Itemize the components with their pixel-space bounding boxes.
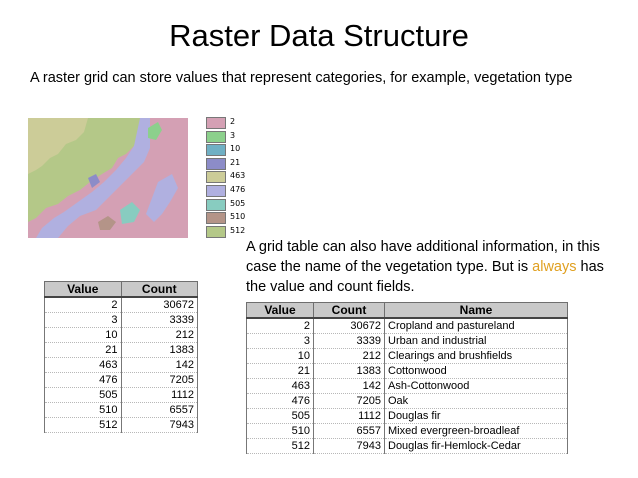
description-part1: A grid table can also have additional information, in this case the name of the vegetation type. But is — [246, 239, 600, 275]
cell-value: 10 — [247, 349, 314, 364]
cell-name: Douglas fir-Hemlock-Cedar — [385, 439, 568, 454]
cell-value: 463 — [247, 379, 314, 394]
cell-count: 3339 — [314, 334, 385, 349]
legend-swatch — [206, 185, 226, 197]
header-name[interactable]: Name — [385, 303, 568, 319]
table-row[interactable] — [247, 334, 568, 349]
cell-name: Mixed evergreen-broadleaf — [385, 424, 568, 439]
cell-count: 1383 — [314, 364, 385, 379]
table-row[interactable] — [45, 418, 198, 433]
legend-label: 3 — [230, 130, 236, 140]
cell-value: 505 — [45, 388, 122, 403]
table-row[interactable] — [247, 439, 568, 454]
cell-count: 30672 — [121, 297, 198, 313]
legend-label: 10 — [230, 144, 241, 154]
cell-count: 7943 — [314, 439, 385, 454]
cell-count: 142 — [314, 379, 385, 394]
cell-name: Ash-Cottonwood — [385, 379, 568, 394]
cell-name: Douglas fir — [385, 409, 568, 424]
table-row[interactable] — [247, 424, 568, 439]
cell-value: 21 — [247, 364, 314, 379]
cell-value: 476 — [45, 373, 122, 388]
legend-swatch — [206, 131, 226, 143]
legend-swatch — [206, 144, 226, 156]
cell-name: Clearings and brushfields — [385, 349, 568, 364]
cell-value: 512 — [247, 439, 314, 454]
table-row[interactable] — [247, 318, 568, 334]
legend-swatch — [206, 212, 226, 224]
table-row[interactable] — [247, 394, 568, 409]
cell-count: 212 — [121, 328, 198, 343]
legend-swatch — [206, 199, 226, 211]
cell-name: Oak — [385, 394, 568, 409]
header-value[interactable]: Value — [45, 282, 122, 298]
table-row[interactable] — [247, 409, 568, 424]
header-value[interactable]: Value — [247, 303, 314, 319]
cell-value: 3 — [45, 313, 122, 328]
highlight-word: always — [532, 259, 577, 275]
legend-label: 510 — [230, 212, 246, 222]
legend-label: 476 — [230, 185, 246, 194]
legend-label: 505 — [230, 198, 246, 208]
cell-name: Urban and industrial — [385, 334, 568, 349]
table-row[interactable] — [45, 403, 198, 418]
cell-value: 476 — [247, 394, 314, 409]
table-row[interactable] — [45, 343, 198, 358]
cell-value: 21 — [45, 343, 122, 358]
table-row[interactable] — [45, 297, 198, 313]
cell-value: 512 — [45, 418, 122, 433]
cell-count: 6557 — [121, 403, 198, 418]
cell-value: 2 — [247, 318, 314, 334]
legend-swatch — [206, 226, 226, 238]
header-count[interactable]: Count — [314, 303, 385, 319]
table-row[interactable] — [45, 388, 198, 403]
table-row[interactable] — [45, 373, 198, 388]
cell-name: Cottonwood — [385, 364, 568, 379]
value-count-table — [44, 281, 198, 433]
table-row[interactable] — [247, 349, 568, 364]
cell-count: 7205 — [314, 394, 385, 409]
cell-count: 3339 — [121, 313, 198, 328]
cell-value: 510 — [45, 403, 122, 418]
legend-swatch — [206, 158, 226, 170]
legend-swatch — [206, 117, 226, 129]
legend-swatch — [206, 171, 226, 183]
cell-name: Cropland and pastureland — [385, 318, 568, 334]
table-row[interactable] — [45, 358, 198, 373]
cell-count: 6557 — [314, 424, 385, 439]
table-row[interactable] — [247, 364, 568, 379]
value-count-name-table — [246, 302, 568, 454]
cell-count: 1112 — [121, 388, 198, 403]
cell-count: 7205 — [121, 373, 198, 388]
legend-label: 21 — [230, 157, 241, 167]
vegetation-raster-map — [28, 118, 188, 238]
cell-value: 510 — [247, 424, 314, 439]
cell-count: 1383 — [121, 343, 198, 358]
cell-value: 463 — [45, 358, 122, 373]
legend-label: 512 — [230, 225, 246, 235]
description-text — [246, 237, 606, 297]
cell-count: 212 — [314, 349, 385, 364]
slide-title: Raster Data Structure — [169, 18, 469, 53]
description-part2: has the value and count fields. — [246, 259, 604, 295]
cell-count: 1112 — [314, 409, 385, 424]
table-row[interactable] — [45, 313, 198, 328]
table-row[interactable] — [45, 328, 198, 343]
legend-label: 463 — [230, 171, 246, 181]
table-row[interactable] — [247, 379, 568, 394]
header-count[interactable]: Count — [121, 282, 198, 298]
cell-value: 505 — [247, 409, 314, 424]
cell-value: 3 — [247, 334, 314, 349]
cell-value: 2 — [45, 297, 122, 313]
cell-count: 142 — [121, 358, 198, 373]
cell-value: 10 — [45, 328, 122, 343]
cell-count: 30672 — [314, 318, 385, 334]
intro-text: A raster grid can store values that represent categories, for example, vegetation type — [30, 70, 573, 86]
legend-label: 2 — [230, 117, 236, 126]
cell-count: 7943 — [121, 418, 198, 433]
